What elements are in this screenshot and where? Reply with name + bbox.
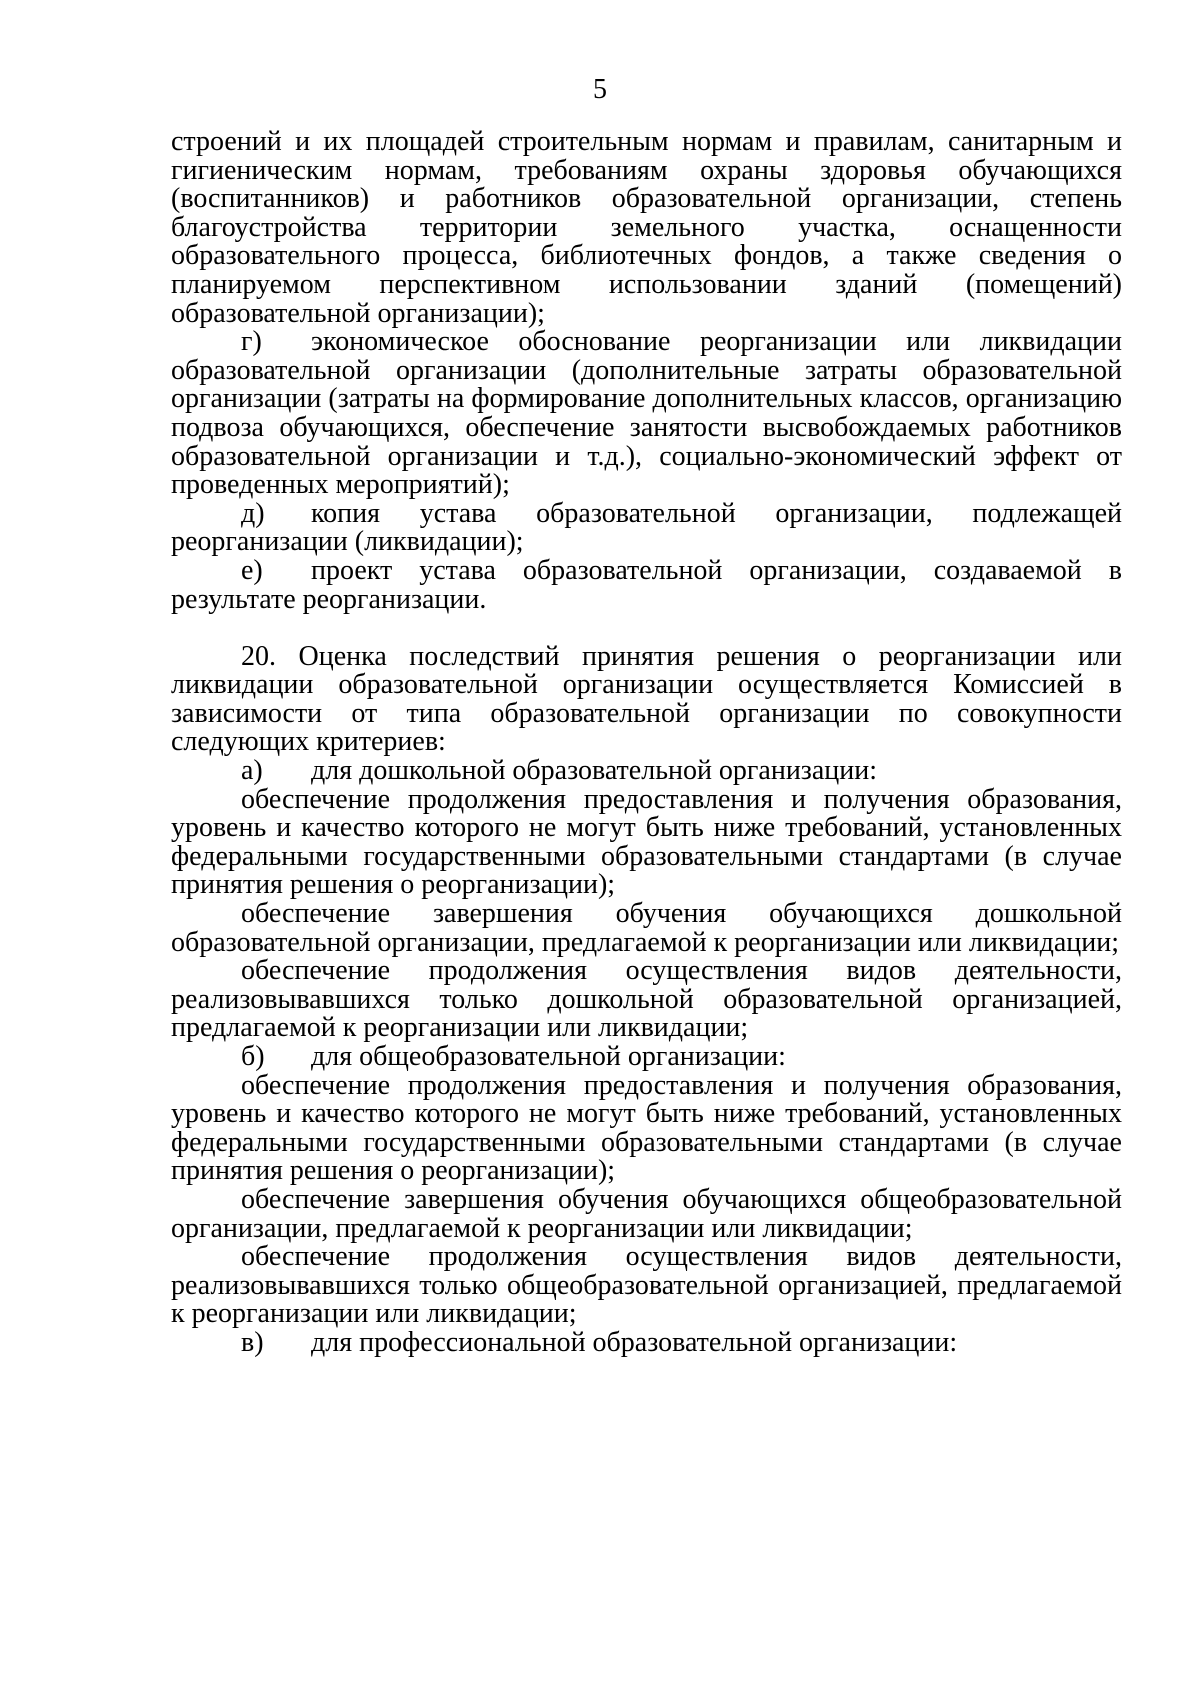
list-item-e <box>171 554 1122 615</box>
list-item-d <box>171 497 1122 558</box>
criterion-v-heading <box>171 1326 1122 1358</box>
criterion-heading-text: для дошкольной образовательной организации: <box>311 755 878 787</box>
intro-paragraph: строений и их площадей строительным нормам и правилам, санитарным и гигиеническим нормам, требованиям охраны здоровья обучающихся (воспитанников) и работников образовательной организации, степень благоустройства территории земельного участка, оснащенности образовательного процесса, библиотечных фондов, а также сведения о планируемом перспективном использовании зданий (помещений) образовательной организации); <box>171 126 1122 329</box>
criterion-label: б) <box>241 1041 265 1072</box>
list-item-text: проект устава образовательной организации, создаваемой в результате реорганизации. <box>171 554 1122 615</box>
page-number: 5 <box>593 74 607 105</box>
criterion-a-subitem-2: обеспечение завершения обучения обучающихся дошкольной образовательной организации, предлагаемой к реорганизации или ликвидации; <box>171 898 1122 958</box>
criterion-b-subitem-3: обеспечение продолжения осуществления видов деятельности, реализовывавшихся только общеобразовательной организацией, предлагаемой к реорганизации или ликвидации; <box>171 1241 1122 1330</box>
list-item-label: д) <box>241 497 265 529</box>
section-20-paragraph: 20. Оценка последствий принятия решения о реорганизации или ликвидации образовательной организации осуществляется Комиссией в зависимости от типа образовательной организации по совокупности следующих критериев: <box>171 640 1122 758</box>
list-item-label: г) <box>241 326 262 358</box>
criterion-a-heading <box>171 757 1122 786</box>
criterion-heading-text: для профессиональной образовательной организации: <box>311 1326 958 1358</box>
criterion-label: в) <box>241 1326 264 1358</box>
criterion-b-subitem-1: обеспечение продолжения предоставления и получения образования, уровень и качество которого не могут быть ниже требований, установленных федеральными государственными образовательными стандартами (в случае принятия решения о реорганизации); <box>171 1069 1122 1187</box>
criterion-b-heading <box>171 1043 1122 1072</box>
criterion-b-subitem-2: обеспечение завершения обучения обучающихся общеобразовательной организации, предлагаемой к реорганизации или ликвидации; <box>171 1183 1122 1244</box>
criterion-a-subitem-3: обеспечение продолжения осуществления видов деятельности, реализовывавшихся только дошкольной образовательной организацией, предлагаемой к реорганизации или ликвидации; <box>171 955 1122 1044</box>
list-item-text: экономическое обоснование реорганизации или ликвидации образовательной организации (дополнительные затраты образовательной организации (затраты на формирование дополнительных классов, организацию подвоза обучающихся, обеспечение занятости высвобождаемых работников образовательной организации и т.д.), социально-экономический эффект от проведенных мероприятий); <box>171 326 1122 501</box>
list-item-g <box>171 328 1122 500</box>
list-item-label: е) <box>241 554 263 586</box>
criterion-heading-text: для общеобразовательной организации: <box>311 1041 786 1072</box>
document-body <box>171 128 1122 1358</box>
list-item-text: копия устава образовательной организации, подлежащей реорганизации (ликвидации); <box>171 497 1122 558</box>
criterion-a-subitem-1: обеспечение продолжения предоставления и получения образования, уровень и качество которого не могут быть ниже требований, установленных федеральными государственными образовательными стандартами (в случае принятия решения о реорганизации); <box>171 783 1122 901</box>
criterion-label: а) <box>241 755 263 787</box>
